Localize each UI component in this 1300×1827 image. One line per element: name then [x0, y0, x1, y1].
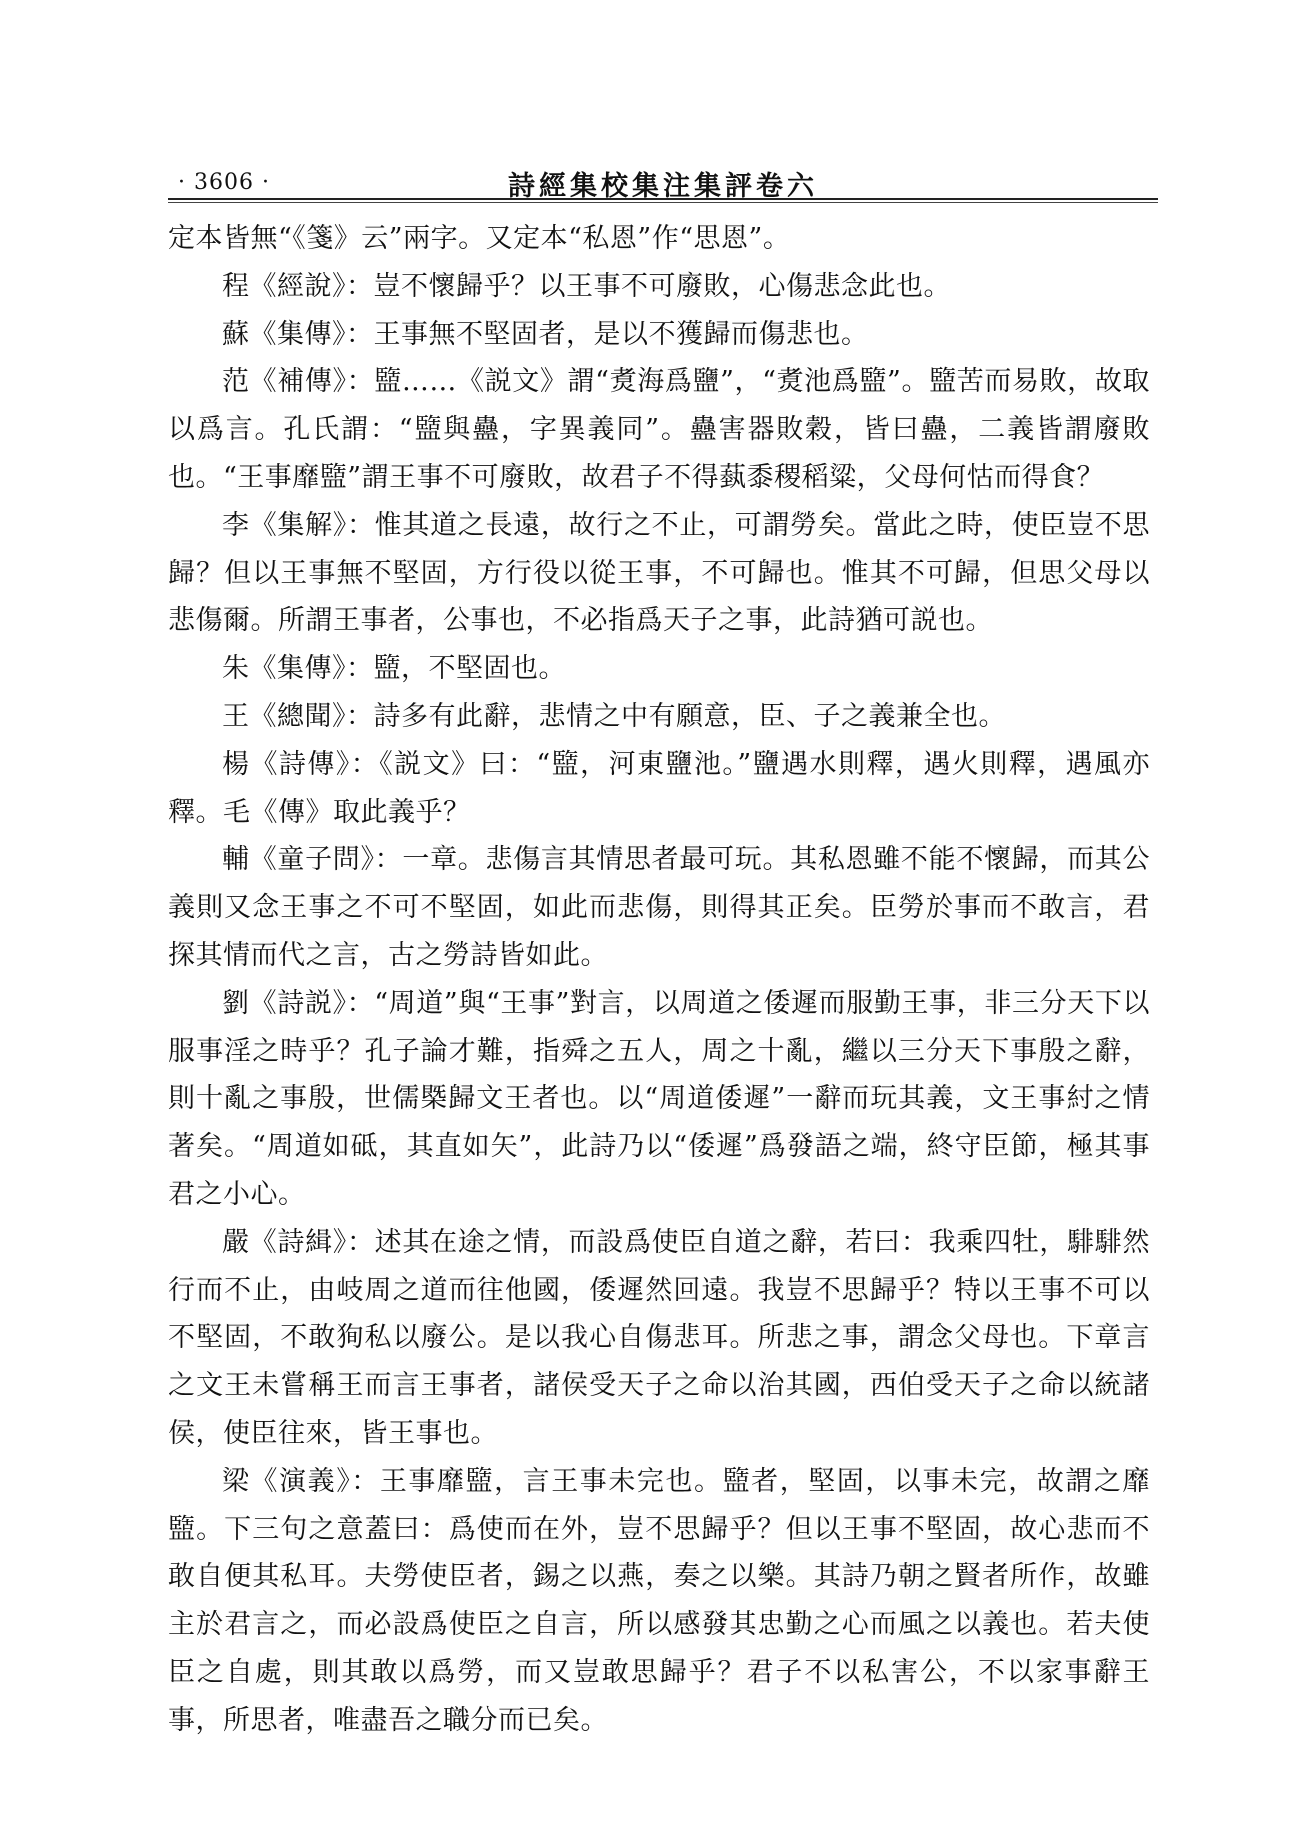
paragraph: 范《補傳》：盬……《説文》謂“煑海爲鹽”，“煑池爲盬”。盬苦而易敗，故取以爲言。孔氏謂：“盬與蠱，字異義同”。蠱害器敗穀，皆曰蠱，二義皆謂廢敗也。“王事靡盬”謂王事不可廢敗，故君子不得蓺黍稷稻粱，父母何怙而得食？: [168, 366, 1150, 493]
header-rule-thin: [168, 202, 1158, 203]
body-text: [168, 215, 1150, 1745]
paragraph: 楊《詩傳》：《説文》曰：“盬，河東鹽池。”鹽遇水則釋，遇火則釋，遇風亦釋。毛《傳》取此義乎？: [168, 748, 1150, 828]
paragraph: 程《經說》：豈不懷歸乎？以王事不可廢敗，心傷悲念此也。: [222, 270, 951, 302]
paragraph: 定本皆無“《箋》云”兩字。又定本“私恩”作“思恩”。: [168, 223, 791, 254]
header-rule: [168, 198, 1158, 200]
paragraph: 李《集解》：惟其道之長遠，故行之不止，可謂勞矣。當此之時，使臣豈不思歸？但以王事無不堅固，方行役以從王事，不可歸也。惟其不可歸，但思父母以悲傷爾。所謂王事者，公事也，不必指爲天子之事，此詩猶可説也。: [168, 509, 1150, 637]
running-title: 詩經集校集注集評卷六: [508, 171, 818, 202]
paragraph: 劉《詩説》：“周道”與“王事”對言，以周道之倭遲而服勤王事，非三分天下以服事淫之時乎？孔子論才難，指舜之五人，周之十亂，繼以三分天下事殷之辭，則十亂之事殷，世儒槩歸文王者也。以“周道倭遲”一辭而玩其義，文王事紂之情著矣。“周道如砥，其直如矢”，此詩乃以“倭遲”爲發語之端，終守臣節，極其事君之小心。: [168, 987, 1150, 1210]
paragraph: 蘇《集傳》：王事無不堅固者，是以不獲歸而傷悲也。: [222, 318, 869, 350]
page-number: · 3606 ·: [178, 170, 270, 195]
paragraph: 嚴《詩緝》：述其在途之情，而設爲使臣自道之辭，若曰：我乘四牡，騑騑然行而不止，由岐周之道而往他國，倭遲然回遠。我豈不思歸乎？特以王事不可以不堅固，不敢狥私以廢公。是以我心自傷悲耳。所悲之事，謂念父母也。下章言之文王未嘗稱王而言王事者，諸侯受天子之命以治其國，西伯受天子之命以統諸侯，使臣往來，皆王事也。: [168, 1226, 1150, 1449]
paragraph: 朱《集傳》：盬，不堅固也。: [222, 653, 566, 685]
paragraph: 輔《童子問》：一章。悲傷言其情思者最可玩。其私恩雖不能不懷歸，而其公義則又念王事之不可不堅固，如此而悲傷，則得其正矣。臣勞於事而不敢言，君探其情而代之言，古之勞詩皆如此。: [168, 844, 1150, 971]
paragraph: 梁《演義》：王事靡盬，言王事未完也。盬者，堅固，以事未完，故謂之靡盬。下三句之意蓋曰：爲使而在外，豈不思歸乎？但以王事不堅固，故心悲而不敢自便其私耳。夫勞使臣者，錫之以燕，奏之以樂。其詩乃朝之賢者所作，故雖主於君言之，而必設爲使臣之自言，所以感發其忠勤之心而風之以義也。若夫使臣之自處，則其敢以爲勞，而又豈敢思歸乎？君子不以私害公，不以家事辭王事，所思者，唯盡吾之職分而已矣。: [168, 1465, 1150, 1736]
paragraph: 王《總聞》：詩多有此辭，悲情之中有願意，臣、子之義兼全也。: [222, 700, 1006, 732]
page-header: [168, 150, 1158, 200]
